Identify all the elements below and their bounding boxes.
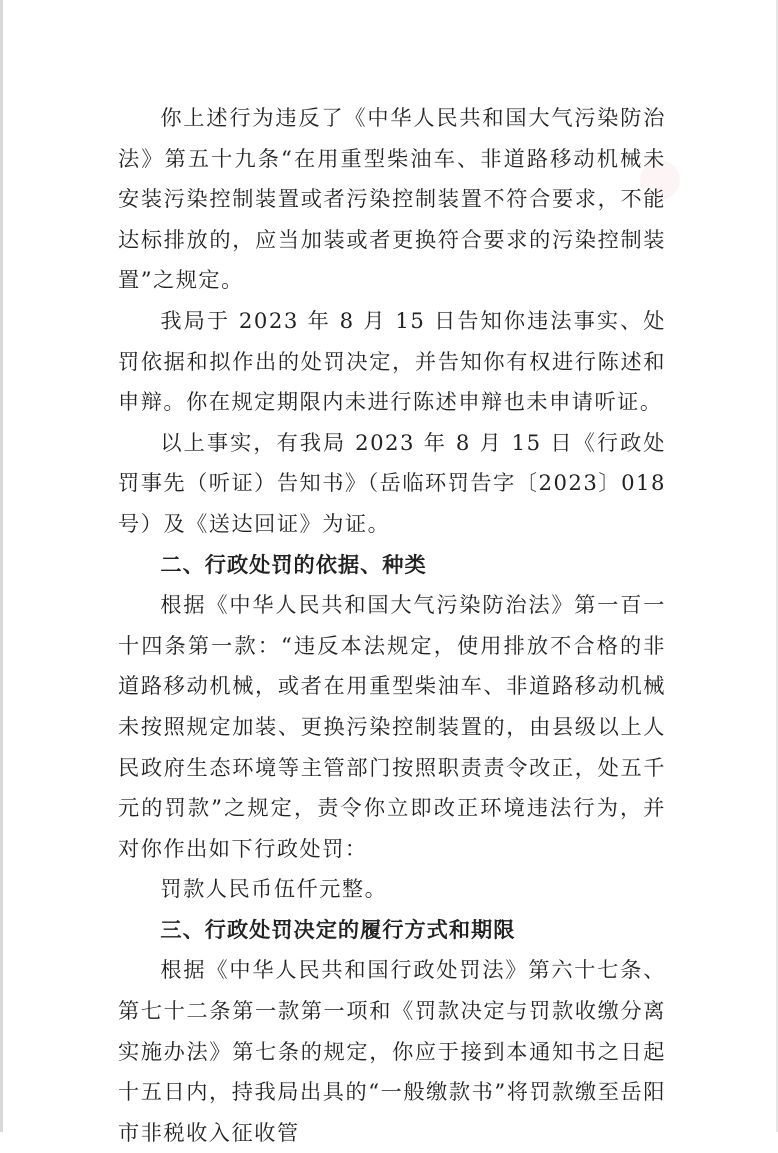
paragraph-violation: 你上述行为违反了《中华人民共和国大气污染防治法》第五十九条“在用重型柴油车、非道路移动机械未安装污染控制装置或者污染控制装置不符合要求，不能达标排放的，应当加装或者更换符合要求的污染控制装置”之规定。 xyxy=(118,105,666,293)
section-heading-basis: 二、行政处罚的依据、种类 xyxy=(160,551,427,577)
paragraph-legal-basis: 根据《中华人民共和国大气污染防治法》第一百一十四条第一款：“违反本法规定，使用排放不合格的非道路移动机械，或者在用重型柴油车、非道路移动机械未按照规定加装、更换污染控制装置的，由县级以上人民政府生态环境等主管部门按照职责责令改正，处五千元的罚款”之规定，责令你立即改正环境违法行为，并对你作出如下行政处罚： xyxy=(118,592,666,861)
paragraph-notification: 我局于 2023 年 8 月 15 日告知你违法事实、处罚依据和拟作出的处罚决定，并告知你有权进行陈述和申辩。你在规定期限内未进行陈述申辩也未申请听证。 xyxy=(118,307,666,415)
section-heading-payment: 三、行政处罚决定的履行方式和期限 xyxy=(160,916,516,942)
paragraph-fine-amount: 罚款人民币伍仟元整。 xyxy=(160,876,388,902)
document-body xyxy=(118,98,666,1153)
paragraph-evidence: 以上事实，有我局 2023 年 8 月 15 日《行政处罚事先（听证）告知书》（岳临环罚告字〔2023〕018 号）及《送达回证》为证。 xyxy=(118,429,667,536)
scan-left-edge xyxy=(0,0,3,1132)
paragraph-payment-method: 根据《中华人民共和国行政处罚法》第六十七条、第七十二条第一款第一项和《罚款决定与罚款收缴分离实施办法》第七条的规定，你应于接到本通知书之日起十五日内，持我局出具的“一般缴款书”将罚款缴至岳阳市非税收入征收管 xyxy=(118,957,666,1145)
